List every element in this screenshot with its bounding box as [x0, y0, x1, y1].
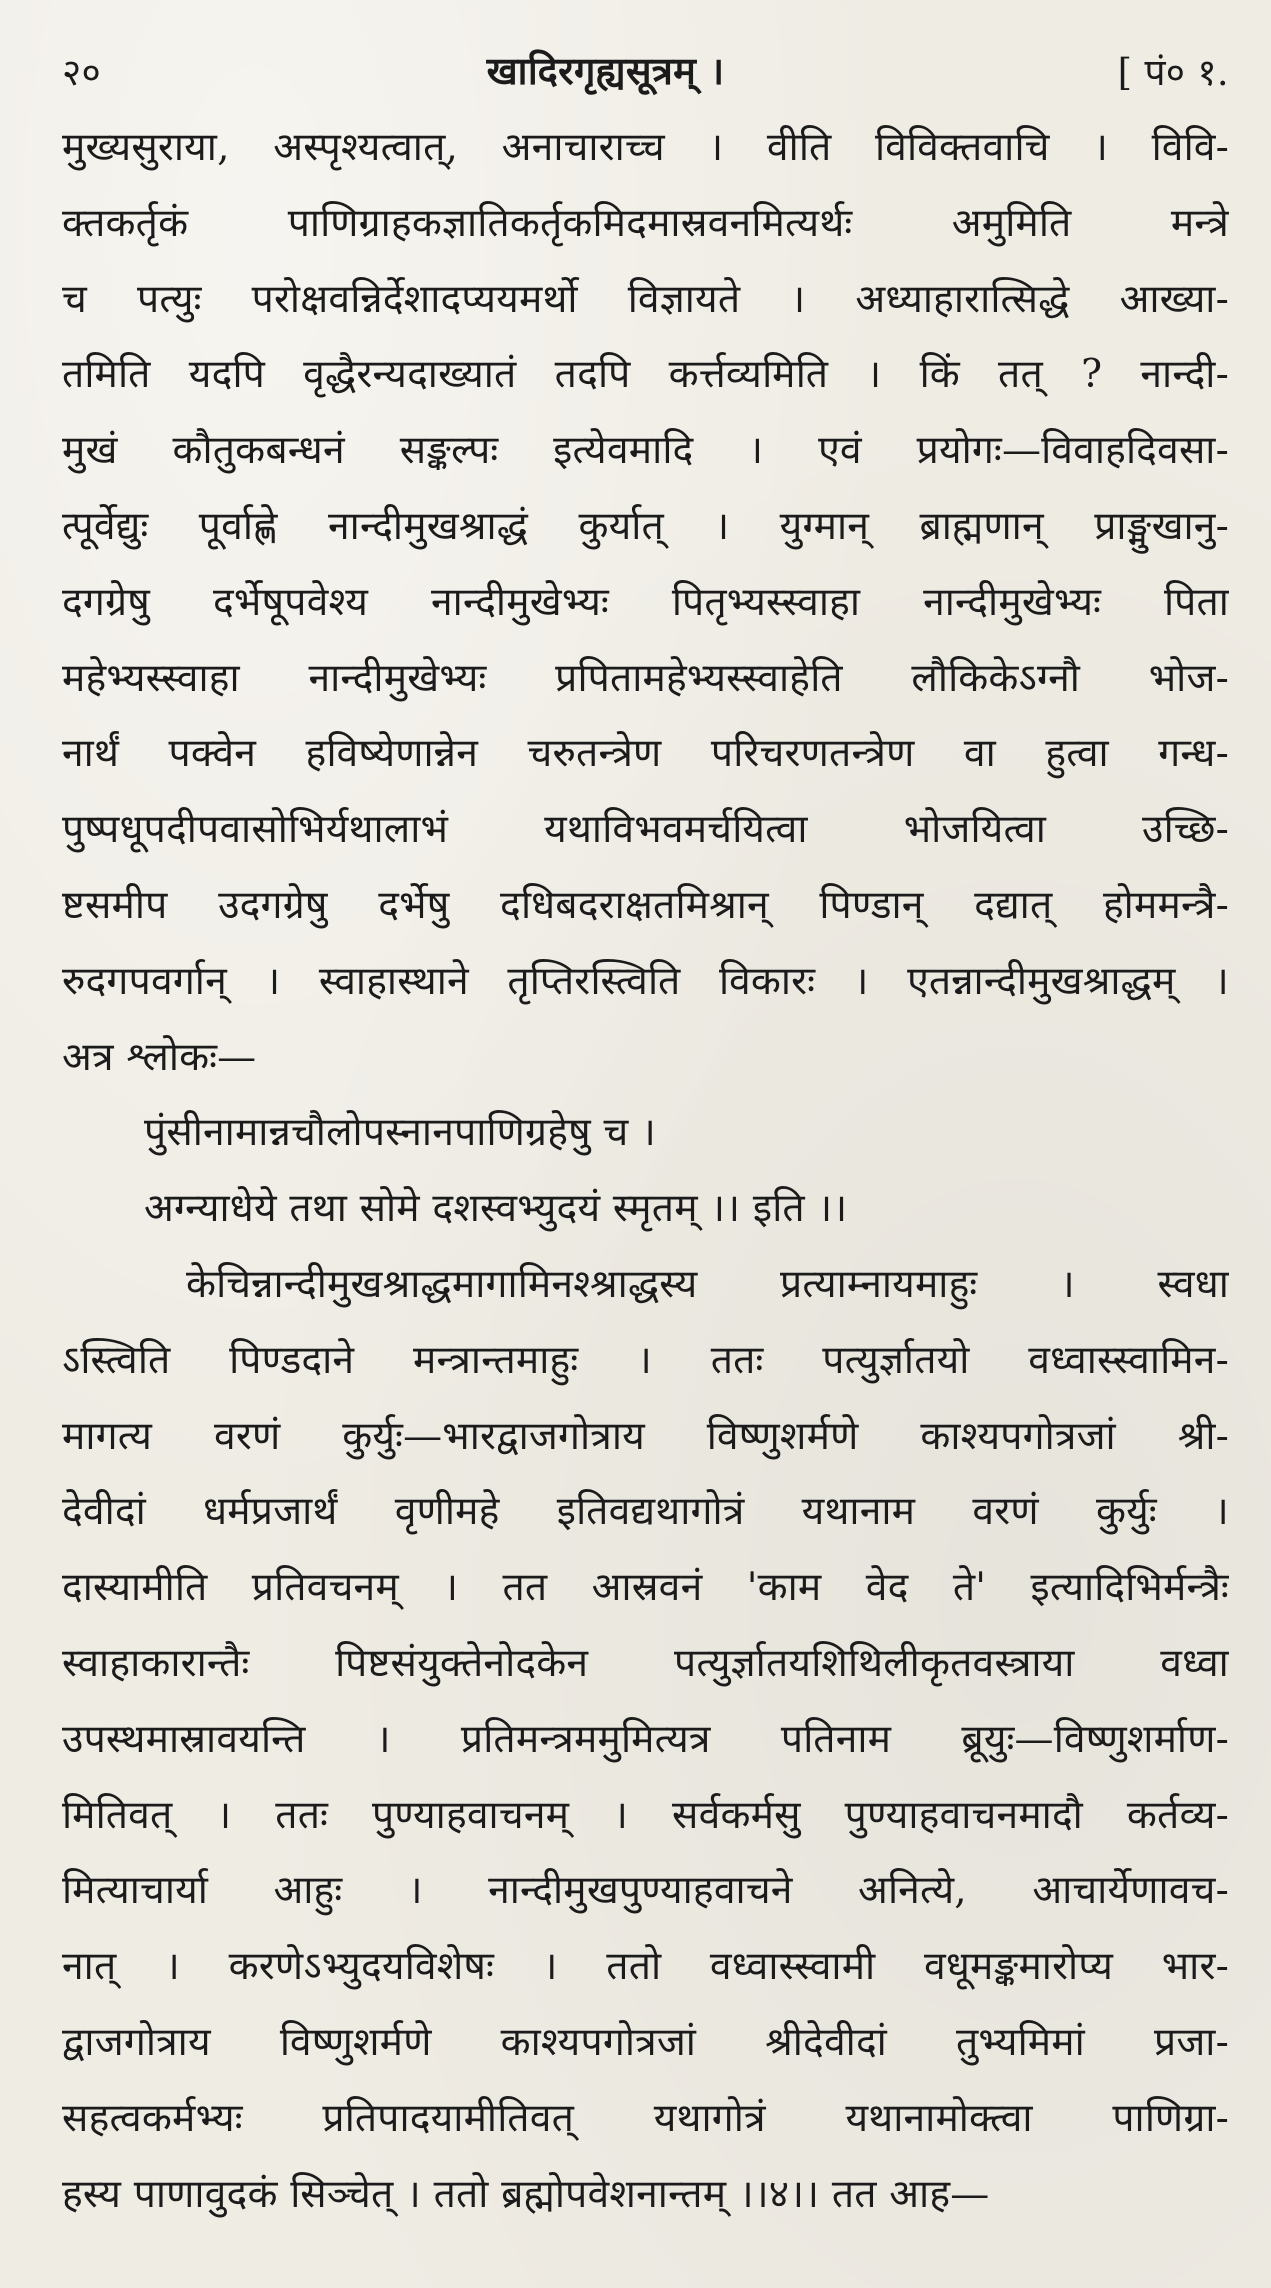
text-line: मुखं कौतुकबन्धनं सङ्कल्पः इत्येवमादि । एवं प्रयोगः—विवाहदिवसा-: [62, 428, 1229, 474]
page-number: २०: [62, 50, 102, 94]
text-line: स्वाहाकारान्तैः पिष्टसंयुक्तेनोदकेन पत्युर्ज्ञातयशिथिलीकृतवस्त्राया वध्वा: [62, 1640, 1229, 1686]
text-line: दगग्रेषु दर्भेषूपवेश्य नान्दीमुखेभ्यः पितृभ्यस्स्वाहा नान्दीमुखेभ्यः पिता: [62, 579, 1229, 625]
text-line: तमिति यदपि वृद्धैरन्यदाख्यातं तदपि कर्त्तव्यमिति । किं तत् ? नान्दी-: [62, 352, 1229, 398]
text-line: देवीदां धर्मप्रजार्थं वृणीमहे इतिवद्यथागोत्रं यथानाम वरणं कुर्युः ।: [62, 1489, 1229, 1535]
text-line: सहत्वकर्मभ्यः प्रतिपादयामीतिवत् यथागोत्रं यथानामोक्त्वा पाणिग्रा-: [62, 2095, 1229, 2141]
text-line: ष्टसमीप उदगग्रेषु दर्भेषु दधिबदराक्षतमिश्रान् पिण्डान् दद्यात् होममन्त्रै-: [62, 882, 1229, 928]
running-title: खादिरगृह्यसूत्रम् ।: [486, 48, 725, 93]
text-line: उपस्थमास्रावयन्ति । प्रतिमन्त्रममुमित्यत्र पतिनाम ब्रूयुः—विष्णुशर्माण-: [62, 1716, 1229, 1762]
page-header: [62, 34, 1229, 106]
verse-line: पुंसीनामान्नचौलोपस्नानपाणिग्रहेषु च ।: [144, 1110, 657, 1156]
text-line: ऽस्त्विति पिण्डदाने मन्त्रान्तमाहुः । ततः पत्युर्ज्ञातयो वध्वास्स्वामिन-: [62, 1337, 1229, 1383]
text-line: क्तकर्तृकं पाणिग्राहकज्ञातिकर्तृकमिदमास्रवनमित्यर्थः अमुमिति मन्त्रे: [62, 200, 1229, 246]
text-line: नार्थं पक्वेन हविष्येणान्नेन चरुतन्त्रेण परिचरणतन्त्रेण वा हुत्वा गन्ध-: [62, 731, 1229, 777]
text-line: रुदगपवर्गान् । स्वाहास्थाने तृप्तिरस्त्विति विकारः । एतन्नान्दीमुखश्राद्धम् ।: [62, 958, 1229, 1004]
text-line: मुख्यसुराया, अस्पृश्यत्वात्, अनाचाराच्च । वीति विविक्तवाचि । विवि-: [62, 125, 1229, 170]
text-line: हस्य पाणावुदकं सिञ्चेत् । ततो ब्रह्मोपवेशनान्तम् ।।४।। तत आह—: [62, 2171, 990, 2217]
text-line: द्वाजगोत्राय विष्णुशर्मणे काश्यपगोत्रजां श्रीदेवीदां तुभ्यमिमां प्रजा-: [62, 2019, 1229, 2065]
paragraph-first-line: केचिन्नान्दीमुखश्राद्धमागामिनश्श्राद्धस्य प्रत्याम्नायमाहुः । स्वधा: [186, 1261, 1229, 1307]
text-line: च पत्युः परोक्षवन्निर्देशादप्ययमर्थो विज्ञायते । अध्याहारात्सिद्धे आख्या-: [62, 276, 1229, 322]
text-line: मितिवत् । ततः पुण्याहवाचनम् । सर्वकर्मसु पुण्याहवाचनमादौ कर्तव्य-: [62, 1792, 1229, 1838]
text-line: मागत्य वरणं कुर्युः—भारद्वाजगोत्राय विष्णुशर्मणे काश्यपगोत्रजां श्री-: [62, 1413, 1229, 1459]
verse-line: अग्न्याधेये तथा सोमे दशस्वभ्युदयं स्मृतम् ।। इति ।।: [144, 1186, 848, 1232]
text-line: दास्यामीति प्रतिवचनम् । तत आस्रवनं 'काम वेद ते' इत्यादिभिर्मन्त्रैः: [62, 1565, 1229, 1611]
text-line: मित्याचार्या आहुः । नान्दीमुखपुण्याहवाचने अनित्ये, आचार्येणावच-: [62, 1868, 1229, 1914]
text-line: पुष्पधूपदीपवासोभिर्यथालाभं यथाविभवमर्चयित्वा भोजयित्वा उच्छि-: [62, 807, 1229, 853]
text-line: महेभ्यस्स्वाहा नान्दीमुखेभ्यः प्रपितामहेभ्यस्स्वाहेति लौकिकेऽग्नौ भोज-: [62, 655, 1229, 701]
shloka-heading: अत्र श्लोकः—: [62, 1034, 257, 1080]
text-line: नात् । करणेऽभ्युदयविशेषः । ततो वध्वास्स्वामी वधूमङ्कमारोप्य भार-: [62, 1944, 1229, 1990]
sanskrit-commentary-text: [62, 110, 1229, 2232]
text-line: त्पूर्वेद्युः पूर्वाह्णे नान्दीमुखश्राद्धं कुर्यात् । युग्मान् ब्राह्मणान् प्राङ्मुखानु-: [62, 503, 1229, 549]
section-reference: [ पं० १.: [1117, 50, 1229, 94]
